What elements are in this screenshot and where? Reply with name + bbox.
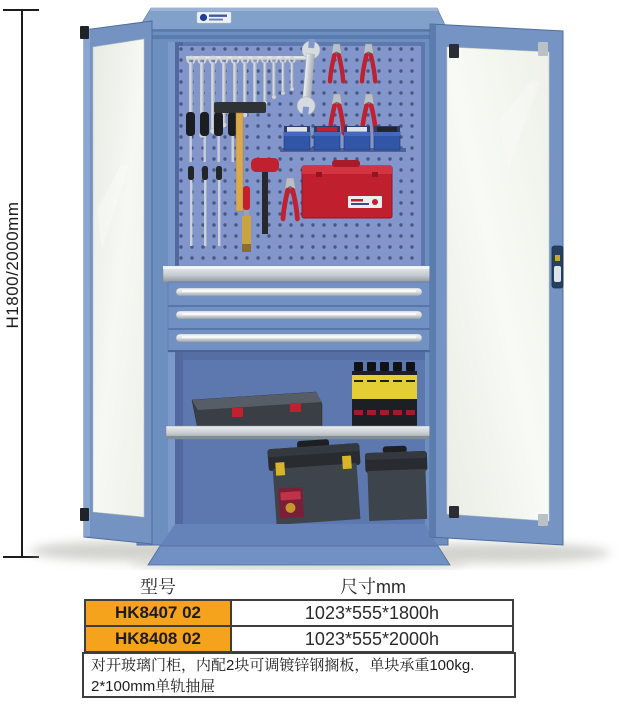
left-door-hinge <box>80 508 89 521</box>
pegboard <box>179 38 421 266</box>
door-lock-handle <box>552 246 563 288</box>
spray-cans <box>352 362 417 428</box>
left-door-glass <box>93 39 144 517</box>
note-line-2: 2*100mm单轨抽屉 <box>91 678 216 695</box>
left-door-hinge <box>80 26 89 39</box>
note-line-1: 对开玻璃门柜，内配2块可调镀锌钢搁板，单块承重100kg. <box>91 657 475 674</box>
product-note <box>82 652 516 698</box>
right-door-bracket <box>538 514 548 526</box>
brand-logo <box>197 12 231 23</box>
right-door <box>430 24 563 545</box>
wire-brush <box>242 186 251 252</box>
height-dimension-label: H1800/2000mm <box>3 201 22 329</box>
left-door <box>80 21 152 544</box>
size-cell: 1023*555*1800h <box>232 601 512 625</box>
right-door-bracket <box>538 42 548 56</box>
drawer-unit <box>168 282 430 352</box>
red-toolbox <box>302 160 392 218</box>
spec-table-header <box>84 573 514 599</box>
drawer-handle <box>176 311 422 319</box>
drawer-handle <box>176 334 422 342</box>
model-column-header: 型号 <box>140 577 176 597</box>
right-door-bracket <box>449 506 459 518</box>
drawer-handle <box>176 288 422 296</box>
model-cell: HK8407 02 <box>86 601 232 625</box>
cabinet-base <box>148 524 450 565</box>
model-cell: HK8408 02 <box>86 627 232 651</box>
size-column-header: 尺寸mm <box>340 577 406 597</box>
right-door-glass <box>447 47 549 521</box>
table-row <box>86 601 512 625</box>
black-toolbox-right <box>365 445 430 521</box>
size-cell: 1023*555*2000h <box>232 627 512 651</box>
right-door-bracket <box>449 44 459 58</box>
black-toolbox-left <box>267 437 364 525</box>
table-row <box>86 625 512 651</box>
spec-table <box>84 599 514 653</box>
